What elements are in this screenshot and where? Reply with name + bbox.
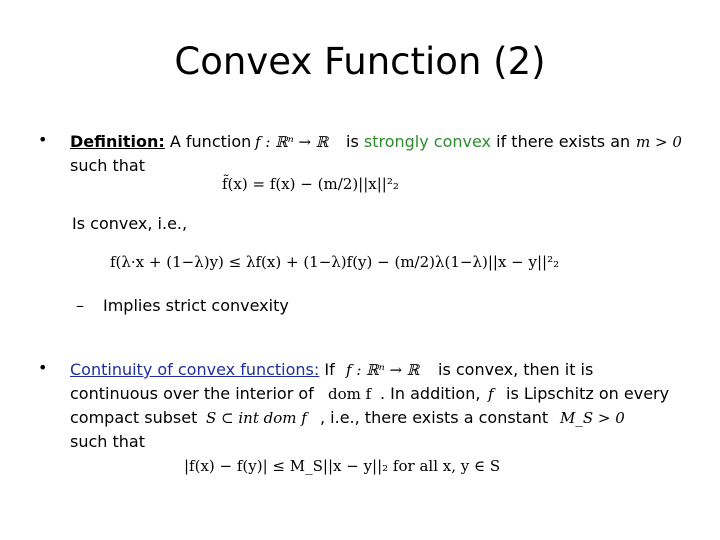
strongly-convex-term: strongly convex xyxy=(363,132,492,151)
bullet2-text-a: If xyxy=(324,360,335,379)
equation-f-tilde: f̃(x) = f(x) − (m/2)||x||²₂ xyxy=(222,175,399,193)
bullet2-line2b: . In addition, xyxy=(380,384,481,403)
bullet2-text-b: is convex, then it is xyxy=(438,360,594,379)
is-convex-text: Is convex, i.e., xyxy=(72,214,188,233)
definition-term: Definition: xyxy=(70,132,165,151)
slide-title: Convex Function (2) xyxy=(174,40,546,83)
dom-f-math: dom f xyxy=(328,385,372,403)
equation-lipschitz: |f(x) − f(y)| ≤ M_S||x − y||₂ for all x, y ∈ S xyxy=(184,457,501,475)
function-map-math: f : ℝⁿ → ℝ xyxy=(255,133,329,151)
bullet1-text-a: A function xyxy=(169,132,252,151)
bullet1-line1-continued xyxy=(346,132,630,152)
bullet2-line2c: is Lipschitz on every xyxy=(506,384,670,403)
function-map-math-2: f : ℝⁿ → ℝ xyxy=(346,361,420,379)
bullet2-line1 xyxy=(70,360,335,380)
bullet1-text-b: is xyxy=(346,132,359,151)
implies-strict-convexity: Implies strict convexity xyxy=(103,296,289,315)
bullet2-line2a: continuous over the interior of xyxy=(70,384,314,403)
equation-strong-convexity: f(λ·x + (1−λ)y) ≤ λf(x) + (1−λ)f(y) − (m/2)λ(1−λ)||x − y||²₂ xyxy=(110,253,560,271)
bullet1-text-c: if there exists an xyxy=(496,132,631,151)
such-that-2: such that xyxy=(70,432,145,451)
bullet1-line1 xyxy=(70,132,251,152)
such-that-1: such that xyxy=(70,156,145,175)
bullet2-line3a: compact subset xyxy=(70,408,198,427)
continuity-term: Continuity of convex functions: xyxy=(70,360,320,379)
sub-bullet-dash: – xyxy=(76,296,84,315)
bullet2-line3b: , i.e., there exists a constant xyxy=(320,408,549,427)
subset-math: S ⊂ int dom f xyxy=(206,409,307,427)
m-positive-math: m > 0 xyxy=(636,133,682,151)
ms-math: M_S > 0 xyxy=(560,409,625,427)
bullet-marker: • xyxy=(38,130,48,149)
bullet-marker: • xyxy=(38,358,48,377)
f-math: f xyxy=(488,385,494,403)
